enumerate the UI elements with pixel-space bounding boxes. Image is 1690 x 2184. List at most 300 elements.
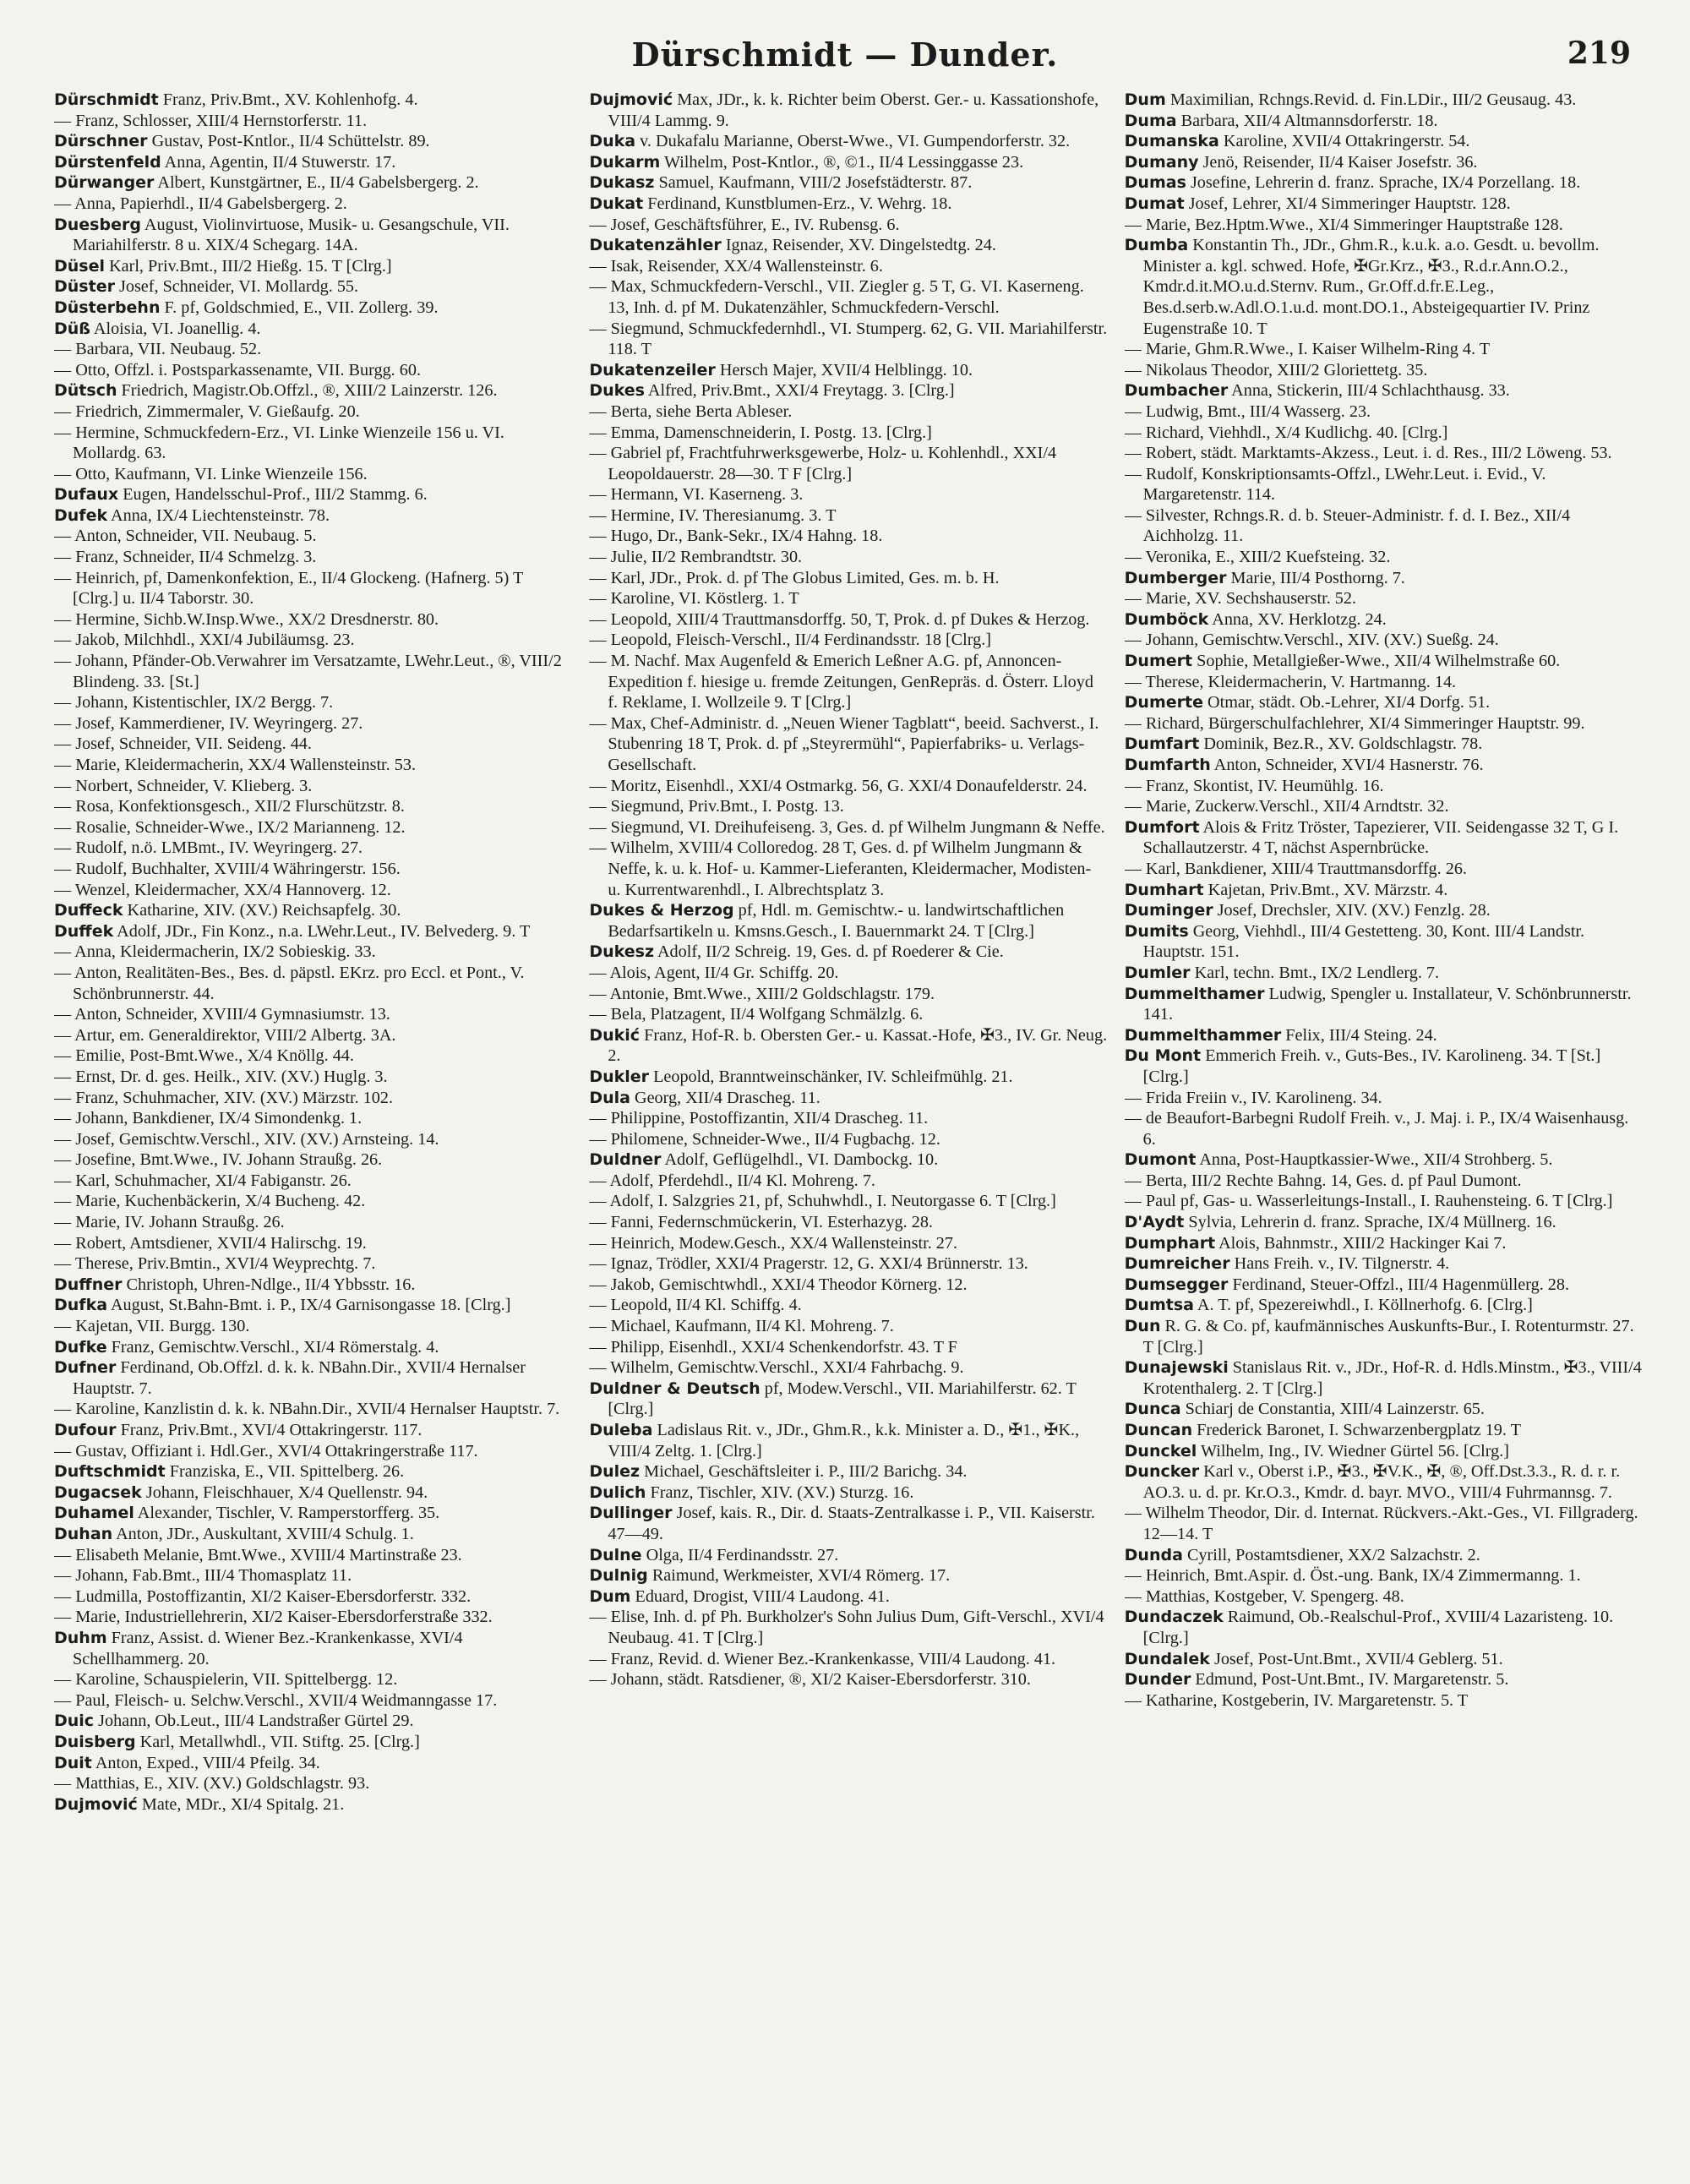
entry-details: — Marie, Kleidermacherin, XX/4 Wallensteinstr. 53. — [54, 756, 416, 774]
directory-entry — [1125, 796, 1643, 817]
entry-details: Anna, Stickerin, III/4 Schlachthausg. 33. — [1228, 381, 1510, 401]
directory-entry — [589, 1607, 1107, 1648]
entry-details: Ignaz, Reisender, XV. Dingelstedtg. 24. — [721, 236, 996, 255]
entry-details: — Karl, JDr., Prok. d. pf The Globus Limited, Ges. m. b. H. — [589, 568, 1000, 587]
entry-details: — Marie, Zuckerw.Verschl., XII/4 Arndtstr. 32. — [1124, 797, 1449, 816]
entry-details: — Heinrich, Bmt.Aspir. d. Öst.-ung. Bank, IX/4 Zimmermanng. 1. — [1124, 1566, 1581, 1586]
entry-details: Georg, Viehhdl., III/4 Gestetteng. 30, Kont. III/4 Landstr. Hauptstr. 151. — [1142, 921, 1585, 962]
entry-details: — Silvester, Rchngs.R. d. b. Steuer-Administr. f. d. I. Bez., XII/4 Aichholzg. 11. — [1124, 505, 1571, 546]
entry-details: — Anton, Realitäten-Bes., Bes. d. päpstl. EKrz. pro Eccl. et Pont., V. Schönbrunnerstr. 44. — [54, 963, 525, 1003]
entry-details: Aloisia, VI. Joanellig. 4. — [90, 319, 261, 338]
entry-details: — Karl, Bankdiener, XIII/4 Trauttmansdorffg. 26. — [1124, 859, 1467, 878]
directory-entry — [589, 256, 1107, 277]
directory-entry — [54, 1503, 572, 1524]
directory-entry — [54, 1253, 572, 1275]
directory-entry — [54, 1586, 572, 1608]
directory-entry — [54, 1565, 572, 1586]
directory-entry — [1125, 111, 1643, 132]
entry-surname: Dumont — [1124, 1150, 1197, 1170]
entry-surname: Duka — [589, 132, 636, 151]
entry-details: — Anna, Kleidermacherin, IX/2 Sobieskig. 33. — [54, 942, 376, 962]
entry-details: — Paul, Fleisch- u. Selchw.Verschl., XVII/4 Weidmanngasse 17. — [54, 1690, 498, 1710]
directory-entry — [589, 235, 1107, 256]
entry-surname: Dugacsek — [54, 1482, 142, 1502]
entry-details: — Hermine, Schmuckfedern-Erz., VI. Linke Wienzeile 156 u. VI. Mollardg. 63. — [54, 423, 504, 463]
entry-details: — Anton, Schneider, XVIII/4 Gymnasiumstr. 13. — [54, 1005, 390, 1024]
directory-entry — [589, 796, 1107, 817]
directory-entry — [1125, 672, 1643, 693]
directory-entry — [1125, 131, 1643, 152]
entry-surname: Dukes — [589, 381, 645, 401]
directory-entry — [54, 755, 572, 776]
directory-entry — [1125, 1275, 1643, 1296]
entry-details: Alois & Fritz Tröster, Tapezierer, VII. Seidengasse 32 T, G I. Schallautzerstr. 4 T, nächst Aspernbrücke. — [1142, 817, 1619, 858]
entry-details: — de Beaufort-Barbegni Rudolf Freih. v., J. Maj. i. P., IX/4 Waisenhausg. 6. — [1124, 1109, 1629, 1149]
entry-details: Adolf, II/2 Schreig. 19, Ges. d. pf Roederer & Cie. — [654, 942, 1004, 962]
directory-entry — [54, 423, 572, 464]
entry-details: — Otto, Offzl. i. Postsparkassenamte, VII. Burgg. 60. — [54, 360, 421, 379]
directory-entry — [589, 1295, 1107, 1316]
directory-entry — [1125, 1503, 1643, 1544]
directory-entry — [1125, 152, 1643, 173]
entry-details: Alexander, Tischler, V. Ramperstorfferg. 35. — [134, 1504, 440, 1523]
entry-surname: Duhan — [54, 1524, 113, 1543]
entry-details: Michael, Geschäftsleiter i. P., III/2 Barichg. 34. — [640, 1462, 968, 1482]
entry-details: — Leopold, XIII/4 Trauttmansdorffg. 50, T, Prok. d. pf Dukes & Herzog. — [589, 609, 1090, 629]
entry-details: — Kajetan, VII. Burgg. 130. — [54, 1317, 250, 1336]
entry-details: Eduard, Drogist, VIII/4 Laudong. 41. — [630, 1586, 890, 1606]
entry-details: Ludwig, Spengler u. Installateur, V. Schönbrunnerstr. 141. — [1142, 984, 1632, 1024]
directory-entry — [589, 963, 1107, 984]
directory-entry — [589, 276, 1107, 318]
entry-surname: D'Aydt — [1124, 1213, 1185, 1232]
entry-surname: Düster — [54, 277, 115, 297]
entry-details: — Leopold, Fleisch-Verschl., II/4 Ferdinandsstr. 18 [Clrg.] — [589, 631, 991, 650]
entry-surname: Dütsch — [54, 381, 117, 401]
directory-entry — [54, 194, 572, 215]
directory-entry — [1125, 1565, 1643, 1586]
directory-entry — [589, 984, 1107, 1005]
entry-details: — Elisabeth Melanie, Bmt.Wwe., XVIII/4 Martinstraße 23. — [54, 1545, 462, 1564]
entry-surname: Dumfarth — [1124, 756, 1211, 774]
directory-entry — [54, 1295, 572, 1316]
entry-details: pf, Hdl. m. Gemischtw.- u. landwirtschaftlichen Bedarfsartikeln u. Kmsns.Gesch., I. Bauernmarkt 24. T [Clrg.] — [608, 901, 1065, 941]
entry-details: Felix, III/4 Steing. 24. — [1281, 1025, 1437, 1045]
entry-details: Eugen, Handelsschul-Prof., III/2 Stammg. 6. — [118, 485, 428, 505]
entry-details: — Marie, Ghm.R.Wwe., I. Kaiser Wilhelm-Ring 4. T — [1124, 340, 1491, 359]
entry-details: Otmar, städt. Ob.-Lehrer, XI/4 Dorfg. 51. — [1202, 693, 1491, 713]
entry-details: Anton, Exped., VIII/4 Pfeilg. 34. — [91, 1753, 320, 1772]
entry-details: — Gustav, Offiziant i. Hdl.Ger., XVI/4 Ottakringerstraße 117. — [54, 1441, 478, 1461]
directory-entry — [54, 380, 572, 401]
directory-entry — [589, 1129, 1107, 1150]
entry-details: — Alois, Agent, II/4 Gr. Schiffg. 20. — [589, 963, 839, 982]
directory-entry — [1125, 547, 1643, 568]
entry-surname: Dumberger — [1124, 568, 1227, 587]
entry-details: Kajetan, Priv.Bmt., XV. Märzstr. 4. — [1203, 880, 1448, 899]
entry-details: — Moritz, Eisenhdl., XXI/4 Ostmarkg. 56, G. XXI/4 Donaufelderstr. 24. — [589, 776, 1088, 795]
directory-entry — [1125, 817, 1643, 859]
entry-details: — Hermine, IV. Theresianumg. 3. T — [589, 505, 837, 525]
entry-surname: Dumler — [1124, 963, 1191, 982]
directory-entry — [589, 900, 1107, 942]
entry-details: Wilhelm, Ing., IV. Wiedner Gürtel 56. [Clrg.] — [1197, 1441, 1510, 1461]
directory-entry — [589, 1649, 1107, 1670]
directory-entry — [54, 734, 572, 755]
directory-entry — [54, 360, 572, 381]
directory-entry — [54, 1482, 572, 1504]
entry-details: — Hermann, VI. Kaserneng. 3. — [589, 485, 804, 505]
entry-surname: Dunda — [1124, 1545, 1183, 1564]
entry-details: — Franz, Schuhmacher, XIV. (XV.) Märzstr. 102. — [54, 1088, 393, 1107]
entry-details: Karl, Priv.Bmt., III/2 Hießg. 15. T [Clrg.] — [105, 256, 392, 276]
entry-surname: Duffek — [54, 921, 114, 941]
entry-surname: Duic — [54, 1712, 95, 1731]
entry-surname: Düsel — [54, 256, 106, 276]
entry-details: August, Violinvirtuose, Musik- u. Gesangschule, VII. Mariahilferstr. 8 u. XIX/4 Schegarg. 14A. — [73, 215, 510, 255]
directory-entry — [54, 484, 572, 505]
directory-entry — [54, 692, 572, 713]
entry-details: Albert, Kunstgärtner, E., II/4 Gabelsbergerg. 2. — [154, 173, 479, 193]
directory-entry — [54, 817, 572, 838]
entry-surname: Dumat — [1124, 194, 1185, 213]
entry-details: — Siegmund, Priv.Bmt., I. Postg. 13. — [589, 797, 844, 816]
directory-entry — [589, 526, 1107, 547]
entry-details: — Johann, Fab.Bmt., III/4 Thomasplatz 11. — [54, 1566, 352, 1586]
entry-details: Karl, techn. Bmt., IX/2 Lendlerg. 7. — [1190, 963, 1440, 982]
directory-entry — [1125, 1233, 1643, 1254]
entry-details: Frederick Baronet, I. Schwarzenbergplatz 19. T — [1192, 1421, 1521, 1439]
directory-entry — [1125, 339, 1643, 360]
directory-entry — [589, 817, 1107, 838]
entry-details: — Adolf, Pferdehdl., II/4 Kl. Mohreng. 7. — [589, 1171, 875, 1190]
entry-surname: Dukatenzeiler — [589, 360, 716, 379]
entry-details: — Rudolf, Konskriptionsamts-Offzl., LWehr.Leut. i. Evid., V. Margaretenstr. 114. — [1124, 464, 1546, 505]
entry-details: — Siegmund, Schmuckfedernhdl., VI. Stumperg. 62, G. VII. Mariahilferstr. 118. T — [589, 319, 1108, 359]
entry-details: — Marie, Kuchenbäckerin, X/4 Bucheng. 42. — [54, 1192, 366, 1211]
directory-entry — [54, 880, 572, 901]
directory-entry — [54, 942, 572, 963]
entry-details: Josef, Lehrer, XI/4 Simmeringer Hauptstr. 128. — [1184, 194, 1511, 213]
entry-details: — Josef, Schneider, VII. Seideng. 44. — [54, 734, 312, 754]
directory-entry — [589, 1379, 1107, 1420]
entry-details: — Robert, Amtsdiener, XVII/4 Halirschg. 19. — [54, 1233, 367, 1253]
entry-surname: Düß — [54, 319, 90, 338]
entry-details: — Ludwig, Bmt., III/4 Wasserg. 23. — [1124, 401, 1371, 421]
directory-entry — [589, 547, 1107, 568]
entry-details: — Berta, siehe Berta Ableser. — [589, 401, 793, 421]
entry-details: — Max, Schmuckfedern-Verschl., VII. Ziegler g. 5 T, G. VI. Kaserneng. 13, Inh. d. pf M. Dukatenzähler, Schmuckfedern-Verschl. — [589, 277, 1084, 317]
entry-details: Josef, kais. R., Dir. d. Staats-Zentralkasse i. P., VII. Kaiserstr. 47—49. — [608, 1504, 1095, 1543]
directory-column-1 — [54, 90, 572, 2152]
directory-entry — [1125, 859, 1643, 880]
entry-surname: Duit — [54, 1753, 92, 1772]
entry-details: Emmerich Freih. v., Guts-Bes., IV. Karolineng. 34. T [St.] [Clrg.] — [1142, 1046, 1601, 1086]
entry-details: — Hermine, Sichb.W.Insp.Wwe., XX/2 Dresdnerstr. 80. — [54, 609, 439, 629]
entry-details: Anna, Post-Hauptkassier-Wwe., XII/4 Strohberg. 5. — [1196, 1150, 1553, 1170]
entry-surname: Dumany — [1124, 152, 1199, 172]
directory-entry — [589, 942, 1107, 963]
entry-details: — Richard, Bürgerschulfachlehrer, XI/4 Simmeringer Hauptstr. 99. — [1124, 713, 1585, 733]
entry-details: pf, Modew.Verschl., VII. Mariahilferstr. 62. T [Clrg.] — [608, 1379, 1077, 1419]
directory-entry — [589, 172, 1107, 194]
entry-surname: Dumtsa — [1124, 1296, 1194, 1315]
entry-details: Karl v., Oberst i.P., ✠3., ✠V.K., ✠, ®, Off.Dst.3.3., R. d. r. r. AO.3. u. d. pr. Kr.O.3., Kmdr. d. bayr. MVO., VIII/4 Fuhrmannsg. 7. — [1142, 1462, 1621, 1502]
entry-surname: Dumfart — [1124, 734, 1200, 754]
entry-details: — Nikolaus Theodor, XIII/2 Gloriettetg. 35. — [1124, 360, 1428, 379]
directory-entry — [589, 713, 1107, 776]
entry-details: — Bela, Platzagent, II/4 Wolfgang Schmälzlg. 6. — [589, 1005, 924, 1024]
directory-entry — [54, 630, 572, 651]
directory-entry — [1125, 755, 1643, 776]
directory-entry — [1125, 380, 1643, 401]
directory-entry — [54, 1149, 572, 1171]
directory-entry — [1125, 1191, 1643, 1212]
entry-details: — Marie, XV. Sechshauserstr. 52. — [1124, 589, 1357, 609]
entry-details: — Marie, IV. Johann Straußg. 26. — [54, 1213, 285, 1232]
directory-entry — [54, 963, 572, 1004]
entry-details: Sophie, Metallgießer-Wwe., XII/4 Wilhelmstraße 60. — [1192, 652, 1561, 671]
entry-details: — Jakob, Milchhdl., XXI/4 Jubiläumsg. 23. — [54, 631, 355, 650]
entry-details: Franz, Priv.Bmt., XVI/4 Ottakringerstr. 117. — [116, 1421, 422, 1439]
entry-surname: Dula — [589, 1088, 630, 1107]
entry-surname: Dumas — [1124, 173, 1186, 193]
entry-surname: Duhamel — [54, 1504, 134, 1523]
directory-entry — [54, 1212, 572, 1233]
directory-entry — [589, 1545, 1107, 1566]
entry-details: Franz, Assist. d. Wiener Bez.-Krankenkasse, XVI/4 Schellhammerg. 20. — [73, 1628, 463, 1668]
entry-surname: Dumits — [1124, 921, 1189, 941]
directory-entry — [1125, 401, 1643, 423]
entry-surname: Dukatenzähler — [589, 236, 722, 255]
entry-details: — Rosa, Konfektionsgesch., XII/2 Flurschützstr. 8. — [54, 797, 405, 816]
directory-entry — [1125, 1088, 1643, 1109]
directory-entry — [54, 298, 572, 319]
entry-surname: Dujmović — [589, 90, 673, 109]
directory-entry — [589, 1669, 1107, 1690]
directory-entry — [54, 547, 572, 568]
directory-entry — [1125, 1046, 1643, 1087]
entry-surname: Dufaux — [54, 485, 119, 505]
entry-details: — Emilie, Post-Bmt.Wwe., X/4 Knöllg. 44. — [54, 1046, 354, 1066]
entry-details: — Johann, Gemischtw.Verschl., XIV. (XV.) Sueßg. 24. — [1124, 631, 1499, 650]
entry-surname: Dumba — [1124, 236, 1189, 255]
directory-entry — [1125, 215, 1643, 236]
entry-details: Samuel, Kaufmann, VIII/2 Josefstädterstr. 87. — [654, 173, 973, 193]
entry-details: — Katharine, Kostgeberin, IV. Margaretenstr. 5. T — [1124, 1690, 1469, 1710]
entry-surname: Dummelthammer — [1124, 1025, 1282, 1045]
entry-details: Sylvia, Lehrerin d. franz. Sprache, IX/4 Müllnerg. 16. — [1184, 1213, 1556, 1232]
entry-surname: Dum — [1124, 90, 1166, 109]
entry-details: Johann, Fleischhauer, X/4 Quellenstr. 94. — [141, 1482, 428, 1502]
entry-surname: Dunajewski — [1124, 1358, 1229, 1378]
directory-entry — [589, 776, 1107, 797]
entry-details: — Veronika, E., XIII/2 Kuefsteing. 32. — [1124, 548, 1391, 567]
entry-surname: Dufour — [54, 1421, 117, 1439]
directory-entry — [54, 900, 572, 921]
directory-entry — [589, 423, 1107, 444]
directory-entry — [54, 921, 572, 942]
entry-details: — Marie, Industriellehrerin, XI/2 Kaiser-Ebersdorferstraße 332. — [54, 1608, 493, 1627]
directory-entry — [54, 401, 572, 423]
directory-entry — [1125, 1171, 1643, 1192]
directory-entry — [589, 319, 1107, 360]
directory-entry — [54, 339, 572, 360]
directory-entry — [1125, 692, 1643, 713]
entry-surname: Duncan — [1124, 1421, 1193, 1439]
directory-entry — [1125, 194, 1643, 215]
directory-entry — [54, 90, 572, 111]
entry-details: — Johann, Bankdiener, IX/4 Simondenkg. 1. — [54, 1109, 363, 1128]
entry-details: — Ernst, Dr. d. ges. Heilk., XIV. (XV.) Huglg. 3. — [54, 1067, 388, 1086]
directory-entry — [1125, 1545, 1643, 1566]
entry-details: — Norbert, Schneider, V. Klieberg. 3. — [54, 776, 313, 795]
entry-surname: Dulez — [589, 1462, 641, 1482]
directory-entry — [1125, 900, 1643, 921]
entry-details: — Elise, Inh. d. pf Ph. Burkholzer's Sohn Julius Dum, Gift-Verschl., XVI/4 Neubaug. 41. T [Clrg.] — [589, 1608, 1104, 1647]
directory-entry — [589, 1233, 1107, 1254]
entry-details: — Barbara, VII. Neubaug. 52. — [54, 340, 262, 359]
entry-surname: Duma — [1124, 111, 1177, 130]
directory-entry — [1125, 1461, 1643, 1503]
directory-entry — [589, 568, 1107, 589]
directory-entry — [1125, 1316, 1643, 1357]
entry-details: Edmund, Post-Unt.Bmt., IV. Margaretenstr. 5. — [1191, 1670, 1509, 1690]
entry-details: Marie, III/4 Posthorng. 7. — [1226, 568, 1405, 587]
directory-entry — [54, 568, 572, 609]
entry-surname: Dullinger — [589, 1504, 673, 1523]
directory-entry — [1125, 505, 1643, 547]
directory-entry — [54, 1357, 572, 1399]
entry-details: v. Dukafalu Marianne, Oberst-Wwe., VI. Gumpendorferstr. 32. — [635, 132, 1071, 151]
entry-details: — Wilhelm, Gemischtw.Verschl., XXI/4 Fahrbachg. 9. — [589, 1358, 964, 1378]
directory-entry — [1125, 90, 1643, 111]
entry-details: — Johann, städt. Ratsdiener, ®, XI/2 Kaiser-Ebersdorferstr. 310. — [589, 1670, 1031, 1690]
entry-details: — Marie, Bez.Hptm.Wwe., XI/4 Simmeringer Hauptstraße 128. — [1124, 215, 1563, 234]
entry-details: Anna, Agentin, II/4 Stuwerstr. 17. — [161, 152, 396, 172]
directory-entry — [589, 1420, 1107, 1461]
entry-details: — Josef, Kammerdiener, IV. Weyringerg. 27. — [54, 713, 363, 733]
directory-entry — [589, 360, 1107, 381]
directory-entry — [1125, 734, 1643, 755]
entry-surname: Duleba — [589, 1421, 653, 1439]
entry-surname: Dujmović — [54, 1794, 138, 1814]
entry-details: Anna, IX/4 Liechtensteinstr. 78. — [107, 505, 330, 525]
entry-details: — Karoline, Kanzlistin d. k. k. NBahn.Dir., XVII/4 Hernalser Hauptstr. 7. — [54, 1400, 560, 1419]
entry-details: — Frida Freiin v., IV. Karolineng. 34. — [1124, 1088, 1382, 1107]
entry-details: — Therese, Priv.Bmtin., XVI/4 Weyprechtg. 7. — [54, 1254, 376, 1274]
entry-details: Gustav, Post-Kntlor., II/4 Schüttelstr. 89. — [147, 132, 430, 151]
directory-entry — [589, 1482, 1107, 1504]
entry-surname: Dummelthamer — [1124, 984, 1265, 1003]
entry-details: Raimund, Werkmeister, XVI/4 Römerg. 17. — [647, 1566, 951, 1586]
entry-details: — Ignaz, Trödler, XXI/4 Pragerstr. 12, G. XXI/4 Brünnerstr. 13. — [589, 1254, 1028, 1274]
directory-entry — [589, 1067, 1107, 1088]
entry-surname: Dumerte — [1124, 693, 1203, 713]
entry-details: Ferdinand, Kunstblumen-Erz., V. Wehrg. 18. — [643, 194, 952, 213]
entry-details: — Rosalie, Schneider-Wwe., IX/2 Marianneng. 12. — [54, 817, 406, 837]
directory-entry — [1125, 1586, 1643, 1608]
entry-surname: Dukler — [589, 1067, 650, 1086]
directory-entry — [1125, 1690, 1643, 1712]
entry-details: Raimund, Ob.-Realschul-Prof., XVIII/4 Lazaristeng. 10. [Clrg.] — [1142, 1608, 1614, 1647]
entry-surname: Dukat — [589, 194, 644, 213]
entry-surname: Dumreicher — [1124, 1254, 1230, 1274]
entry-details: Maximilian, Rchngs.Revid. d. Fin.LDir., III/2 Geusaug. 43. — [1165, 90, 1577, 109]
entry-details: — Friedrich, Zimmermaler, V. Gießaufg. 20. — [54, 401, 360, 421]
directory-entry — [589, 131, 1107, 152]
directory-entry — [54, 1337, 572, 1358]
entry-details: Alois, Bahnmstr., XIII/2 Hackinger Kai 7. — [1215, 1233, 1507, 1253]
entry-details: — Philippine, Postoffizantin, XII/4 Drascheg. 11. — [589, 1109, 929, 1128]
directory-entry — [1125, 1108, 1643, 1149]
entry-surname: Dumfort — [1124, 817, 1200, 837]
directory-entry — [1125, 235, 1643, 339]
entry-details: Christoph, Uhren-Ndlge., II/4 Ybbsstr. 16. — [122, 1275, 416, 1294]
directory-entry — [589, 1088, 1107, 1109]
entry-surname: Düsterbehn — [54, 298, 161, 317]
directory-entry — [54, 215, 572, 256]
entry-details: Josefine, Lehrerin d. franz. Sprache, IX/4 Porzellang. 18. — [1186, 173, 1581, 193]
entry-details: Olga, II/4 Ferdinandsstr. 27. — [641, 1545, 839, 1564]
entry-surname: Dumsegger — [1124, 1275, 1229, 1294]
entry-details: — Hugo, Dr., Bank-Sekr., IX/4 Hahng. 18. — [589, 527, 883, 546]
directory-entry — [589, 1212, 1107, 1233]
entry-details: — Heinrich, Modew.Gesch., XX/4 Wallensteinstr. 27. — [589, 1233, 958, 1253]
directory-entry — [589, 1149, 1107, 1171]
entry-details: — Fanni, Federnschmückerin, VI. Esterhazyg. 28. — [589, 1213, 933, 1232]
entry-surname: Dukasz — [589, 173, 655, 193]
directory-entry — [1125, 443, 1643, 464]
entry-surname: Dukesz — [589, 942, 655, 962]
entry-surname: Dürschmidt — [54, 90, 159, 109]
entry-surname: Dumhart — [1124, 880, 1204, 899]
directory-entry — [54, 1129, 572, 1150]
directory-entry — [589, 152, 1107, 173]
entry-surname: Dundaczek — [1124, 1608, 1224, 1627]
directory-entry — [589, 90, 1107, 131]
entry-surname: Duldner & Deutsch — [589, 1379, 760, 1398]
directory-entry — [1125, 713, 1643, 734]
entry-details: — Josef, Gemischtw.Verschl., XIV. (XV.) Arnsteing. 14. — [54, 1129, 439, 1149]
directory-entry — [54, 1316, 572, 1337]
entry-surname: Duisberg — [54, 1732, 136, 1751]
directory-entry — [1125, 609, 1643, 631]
entry-details: Franz, Gemischtw.Verschl., XI/4 Römerstalg. 4. — [106, 1337, 439, 1357]
directory-entry — [1125, 172, 1643, 194]
entry-surname: Dukarm — [589, 152, 661, 172]
directory-entry — [54, 505, 572, 527]
entry-details: Franz, Tischler, XIV. (XV.) Sturzg. 16. — [646, 1482, 914, 1502]
directory-entry — [54, 1420, 572, 1441]
entry-details: A. T. pf, Spezereiwhdl., I. Köllnerhofg. 6. [Clrg.] — [1193, 1296, 1533, 1315]
directory-entry — [54, 1669, 572, 1690]
directory-entry — [54, 776, 572, 797]
page-header — [59, 35, 1631, 86]
entry-surname: Duminger — [1124, 901, 1213, 920]
directory-entry — [589, 651, 1107, 713]
directory-entry — [1125, 360, 1643, 381]
entry-details: Franziska, E., VII. Spittelberg. 26. — [165, 1462, 405, 1482]
directory-entry — [54, 1441, 572, 1462]
entry-details: — Wilhelm Theodor, Dir. d. Internat. Rückvers.-Akt.-Ges., VI. Fillgraderg. 12—14. T — [1124, 1504, 1638, 1543]
entry-details: — Wenzel, Kleidermacher, XX/4 Hannoverg. 12. — [54, 880, 391, 899]
directory-entry — [1125, 651, 1643, 672]
directory-entry — [589, 1316, 1107, 1337]
entry-details: Friedrich, Magistr.Ob.Offzl., ®, XIII/2 Lainzerstr. 126. — [117, 381, 498, 401]
directory-entry — [54, 1088, 572, 1109]
directory-entry — [1125, 1420, 1643, 1441]
